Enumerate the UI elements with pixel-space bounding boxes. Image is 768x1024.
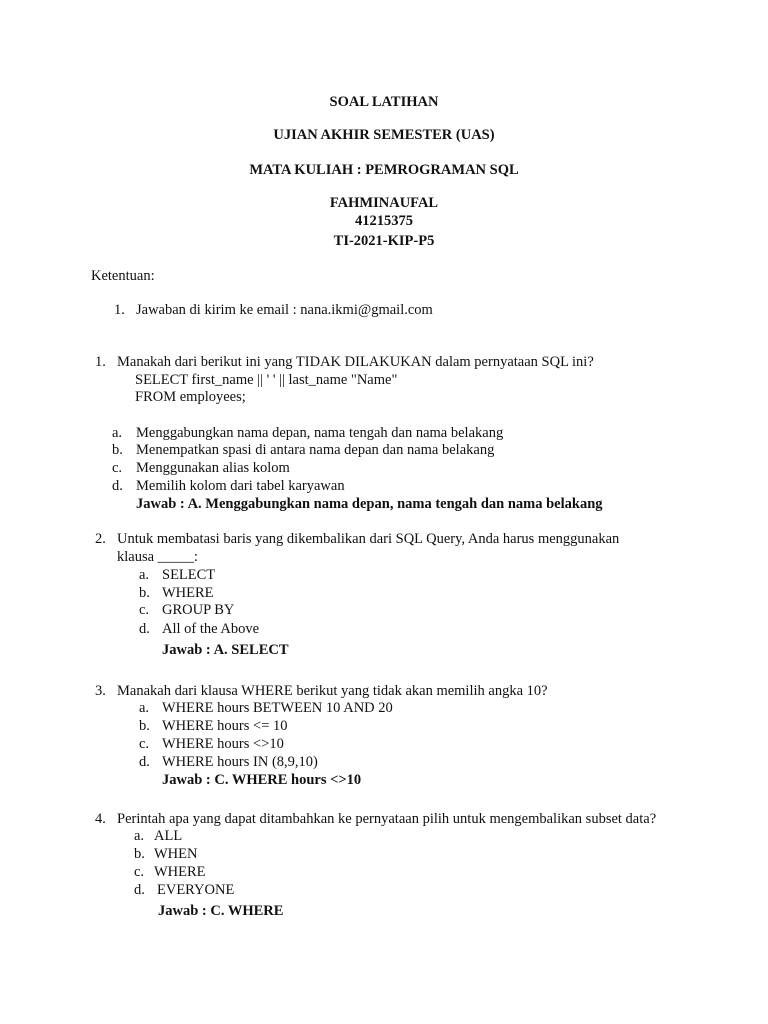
course-title: MATA KULIAH : PEMROGRAMAN SQL xyxy=(249,162,519,178)
question-text: Manakah dari klausa WHERE berikut yang tidak akan memilih angka 10? xyxy=(117,683,548,699)
question-text: Manakah dari berikut ini yang TIDAK DILAKUKAN dalam pernyataan SQL ini? xyxy=(117,354,594,370)
option-letter: d. xyxy=(134,882,145,898)
question-code-line: SELECT first_name || ' ' || last_name "Name" xyxy=(135,372,398,388)
document-title: SOAL LATIHAN xyxy=(329,94,439,110)
student-class: TI-2021-KIP-P5 xyxy=(333,233,435,249)
question-code-line: FROM employees; xyxy=(135,389,246,405)
option-letter: c. xyxy=(139,602,150,618)
option-text: Menggunakan alias kolom xyxy=(136,460,290,476)
question-text-continued: klausa _____: xyxy=(117,549,198,565)
option-text: WHEN xyxy=(154,846,198,862)
option-letter: d. xyxy=(139,754,150,770)
option-letter: b. xyxy=(139,718,150,734)
option-text: Menempatkan spasi di antara nama depan dan nama belakang xyxy=(136,442,495,458)
option-text: ALL xyxy=(154,828,183,844)
question-number: 1. xyxy=(95,354,106,370)
rule-text: Jawaban di kirim ke email : nana.ikmi@gmail.com xyxy=(136,302,433,318)
option-text: WHERE hours IN (8,9,10) xyxy=(162,754,318,770)
option-text: Memilih kolom dari tabel karyawan xyxy=(136,478,345,494)
option-text: SELECT xyxy=(162,567,216,583)
question-number: 3. xyxy=(95,683,106,699)
option-letter: a. xyxy=(112,425,123,441)
option-text: WHERE xyxy=(162,585,214,601)
option-text: WHERE hours <= 10 xyxy=(162,718,288,734)
option-letter: c. xyxy=(139,736,150,752)
exam-title: UJIAN AKHIR SEMESTER (UAS) xyxy=(273,127,495,143)
option-letter: c. xyxy=(112,460,123,476)
option-letter: b. xyxy=(112,442,123,458)
option-text: WHERE hours <>10 xyxy=(162,736,284,752)
option-letter: b. xyxy=(139,585,150,601)
answer-text: Jawab : A. Menggabungkan nama depan, nama tengah dan nama belakang xyxy=(136,496,603,512)
option-letter: a. xyxy=(134,828,145,844)
option-text: EVERYONE xyxy=(157,882,235,898)
question-text: Perintah apa yang dapat ditambahkan ke pernyataan pilih untuk mengembalikan subset data? xyxy=(117,811,657,827)
student-name: FAHMINAUFAL xyxy=(329,195,439,211)
rules-label: Ketentuan: xyxy=(91,268,155,284)
option-letter: d. xyxy=(139,621,150,637)
option-letter: a. xyxy=(139,700,150,716)
option-text: WHERE xyxy=(154,864,206,880)
option-letter: c. xyxy=(134,864,145,880)
option-text: WHERE hours BETWEEN 10 AND 20 xyxy=(162,700,393,716)
answer-text: Jawab : C. WHERE xyxy=(158,903,284,919)
option-text: All of the Above xyxy=(162,621,260,637)
student-id: 41215375 xyxy=(355,213,413,229)
rule-number: 1. xyxy=(114,302,125,318)
question-text: Untuk membatasi baris yang dikembalikan dari SQL Query, Anda harus menggunakan xyxy=(117,531,620,547)
option-letter: d. xyxy=(112,478,123,494)
question-number: 4. xyxy=(95,811,106,827)
option-text: Menggabungkan nama depan, nama tengah dan nama belakang xyxy=(136,425,504,441)
answer-text: Jawab : A. SELECT xyxy=(162,642,289,658)
question-number: 2. xyxy=(95,531,106,547)
option-text: GROUP BY xyxy=(162,602,235,618)
option-letter: a. xyxy=(139,567,150,583)
answer-text: Jawab : C. WHERE hours <>10 xyxy=(162,772,362,788)
option-letter: b. xyxy=(134,846,145,862)
